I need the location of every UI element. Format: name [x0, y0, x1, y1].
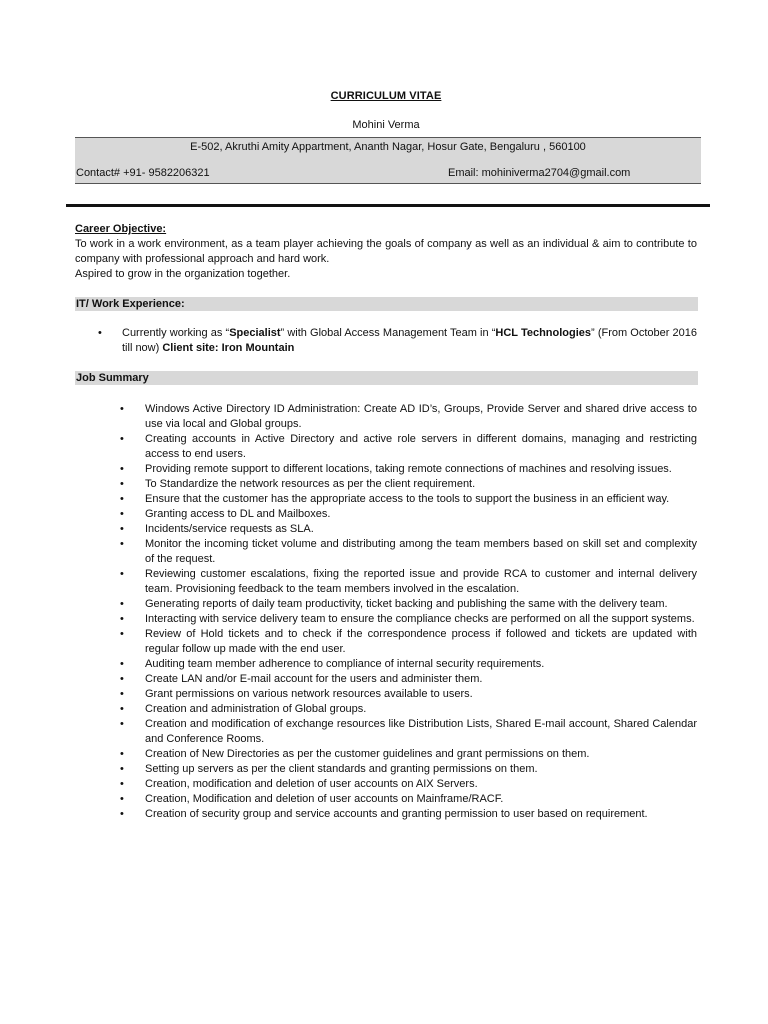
bullet-icon: •	[120, 808, 124, 820]
bullet-icon: •	[120, 778, 124, 790]
bullet-icon: •	[120, 613, 124, 625]
job-summary-text: Incidents/service requests as SLA.	[145, 523, 314, 535]
email-line: Email: mohiniverma2704@gmail.com	[448, 167, 631, 179]
job-summary-item	[118, 627, 697, 657]
job-summary-item	[118, 492, 697, 507]
job-summary-text: Creation and administration of Global groups.	[145, 703, 367, 715]
job-summary-item	[118, 792, 697, 807]
bullet-icon: •	[120, 568, 124, 580]
experience-item	[95, 326, 697, 356]
bullet-icon: •	[120, 763, 124, 775]
job-summary-item	[118, 432, 697, 462]
bullet-icon: •	[120, 628, 124, 640]
job-summary-text: Generating reports of daily team productivity, ticket backing and publishing the same with the delivery team.	[145, 598, 668, 610]
bullet-icon: •	[120, 403, 124, 415]
bullet-icon: •	[120, 508, 124, 520]
job-summary-text: Setting up servers as per the client standards and granting permissions on them.	[145, 763, 538, 775]
bullet-icon: •	[120, 523, 124, 535]
bullet-icon: •	[120, 673, 124, 685]
bullet-icon: •	[120, 463, 124, 475]
job-summary-item	[118, 657, 697, 672]
job-summary-item	[118, 402, 697, 432]
job-summary-text: Reviewing customer escalations, fixing the reported issue and provide RCA to customer and internal delivery team. Provisioning feedback to the team members involved in the escalation.	[145, 568, 697, 595]
experience-text	[122, 326, 697, 356]
job-summary-item	[118, 522, 697, 537]
job-summary-item	[118, 777, 697, 792]
job-summary-text: Review of Hold tickets and to check if the correspondence process if followed and tickets are updated with regular follow up made with the end user.	[145, 628, 697, 655]
career-objective-line: Aspired to grow in the organization together.	[75, 268, 291, 280]
bullet-icon: •	[120, 688, 124, 700]
job-summary-item	[118, 717, 697, 747]
job-summary-item	[118, 672, 697, 687]
job-summary-text: Auditing team member adherence to compliance of internal security requirements.	[145, 658, 545, 670]
bullet-icon: •	[98, 327, 102, 339]
career-objective-heading: Career Objective:	[75, 223, 167, 235]
address-line: E-502, Akruthi Amity Appartment, Ananth Nagar, Hosur Gate, Bengaluru , 560100	[190, 141, 586, 153]
job-summary-item	[118, 477, 697, 492]
job-summary-item	[118, 687, 697, 702]
bullet-icon: •	[120, 793, 124, 805]
job-summary-item	[118, 702, 697, 717]
job-summary-text: Creation of New Directories as per the customer guidelines and grant permissions on them.	[145, 748, 590, 760]
experience-text-part: ” (From October 2016 till now)	[122, 327, 698, 354]
job-summary-item	[118, 597, 697, 612]
career-objective-text	[75, 237, 697, 282]
contact-box	[75, 137, 701, 184]
phone-line: Contact# +91- 9582206321	[76, 167, 210, 179]
role: Specialist	[229, 327, 281, 339]
bullet-icon: •	[120, 538, 124, 550]
job-summary-text: Creation and modification of exchange resources like Distribution Lists, Shared E-mail account, Shared Calendar and Conference Rooms.	[145, 718, 697, 745]
bullet-icon: •	[120, 478, 124, 490]
job-summary-text: Creation of security group and service accounts and granting permission to user based on requirement.	[145, 808, 648, 820]
section-divider	[66, 204, 710, 207]
candidate-name: Mohini Verma	[352, 119, 420, 131]
job-summary-text: Windows Active Directory ID Administration: Create AD ID’s, Groups, Provide Server and shared drive access to use via local and Global groups.	[145, 403, 697, 430]
job-summary-text: Creating accounts in Active Directory and active role servers in different domains, managing and restricting access to end users.	[145, 433, 697, 460]
job-summary-item	[118, 462, 697, 477]
document-title: CURRICULUM VITAE	[330, 90, 442, 102]
job-summary-text: Create LAN and/or E-mail account for the users and administer them.	[145, 673, 483, 685]
job-summary-item	[118, 567, 697, 597]
job-summary-text: Interacting with service delivery team to ensure the compliance checks are performed on all the support systems.	[145, 613, 695, 625]
job-summary-list	[118, 402, 697, 822]
bullet-icon: •	[120, 703, 124, 715]
career-objective-line: To work in a work environment, as a team player achieving the goals of company as well as an individual & aim to contribute to company with professional approach and hard work.	[75, 238, 697, 265]
job-summary-item	[118, 507, 697, 522]
experience-text-part: Currently working as “	[122, 327, 230, 339]
job-summary-text: Creation, Modification and deletion of user accounts on Mainframe/RACF.	[145, 793, 504, 805]
job-summary-text: Granting access to DL and Mailboxes.	[145, 508, 331, 520]
job-summary-item	[118, 612, 697, 627]
bullet-icon: •	[120, 433, 124, 445]
bullet-icon: •	[120, 718, 124, 730]
experience-text-part: ” with Global Access Management Team in “	[280, 327, 496, 339]
job-summary-item	[118, 807, 697, 822]
job-summary-text: Monitor the incoming ticket volume and distributing among the team members based on skill set and complexity of the request.	[145, 538, 697, 565]
job-summary-text: Creation, modification and deletion of user accounts on AIX Servers.	[145, 778, 478, 790]
company: HCL Technologies	[495, 327, 592, 339]
bullet-icon: •	[120, 493, 124, 505]
job-summary-text: Ensure that the customer has the appropriate access to the tools to support the business in an efficient way.	[145, 493, 670, 505]
bullet-icon: •	[120, 748, 124, 760]
job-summary-text: Providing remote support to different locations, taking remote connections of machines and resolving issues.	[145, 463, 672, 475]
bullet-icon: •	[120, 598, 124, 610]
job-summary-heading: Job Summary	[75, 371, 698, 385]
job-summary-text: To Standardize the network resources as per the client requirement.	[145, 478, 476, 490]
work-experience-heading: IT/ Work Experience:	[75, 297, 698, 311]
bullet-icon: •	[120, 658, 124, 670]
job-summary-text: Grant permissions on various network resources available to users.	[145, 688, 473, 700]
job-summary-item	[118, 747, 697, 762]
client-site: Client site: Iron Mountain	[162, 342, 295, 354]
job-summary-item	[118, 762, 697, 777]
job-summary-item	[118, 537, 697, 567]
